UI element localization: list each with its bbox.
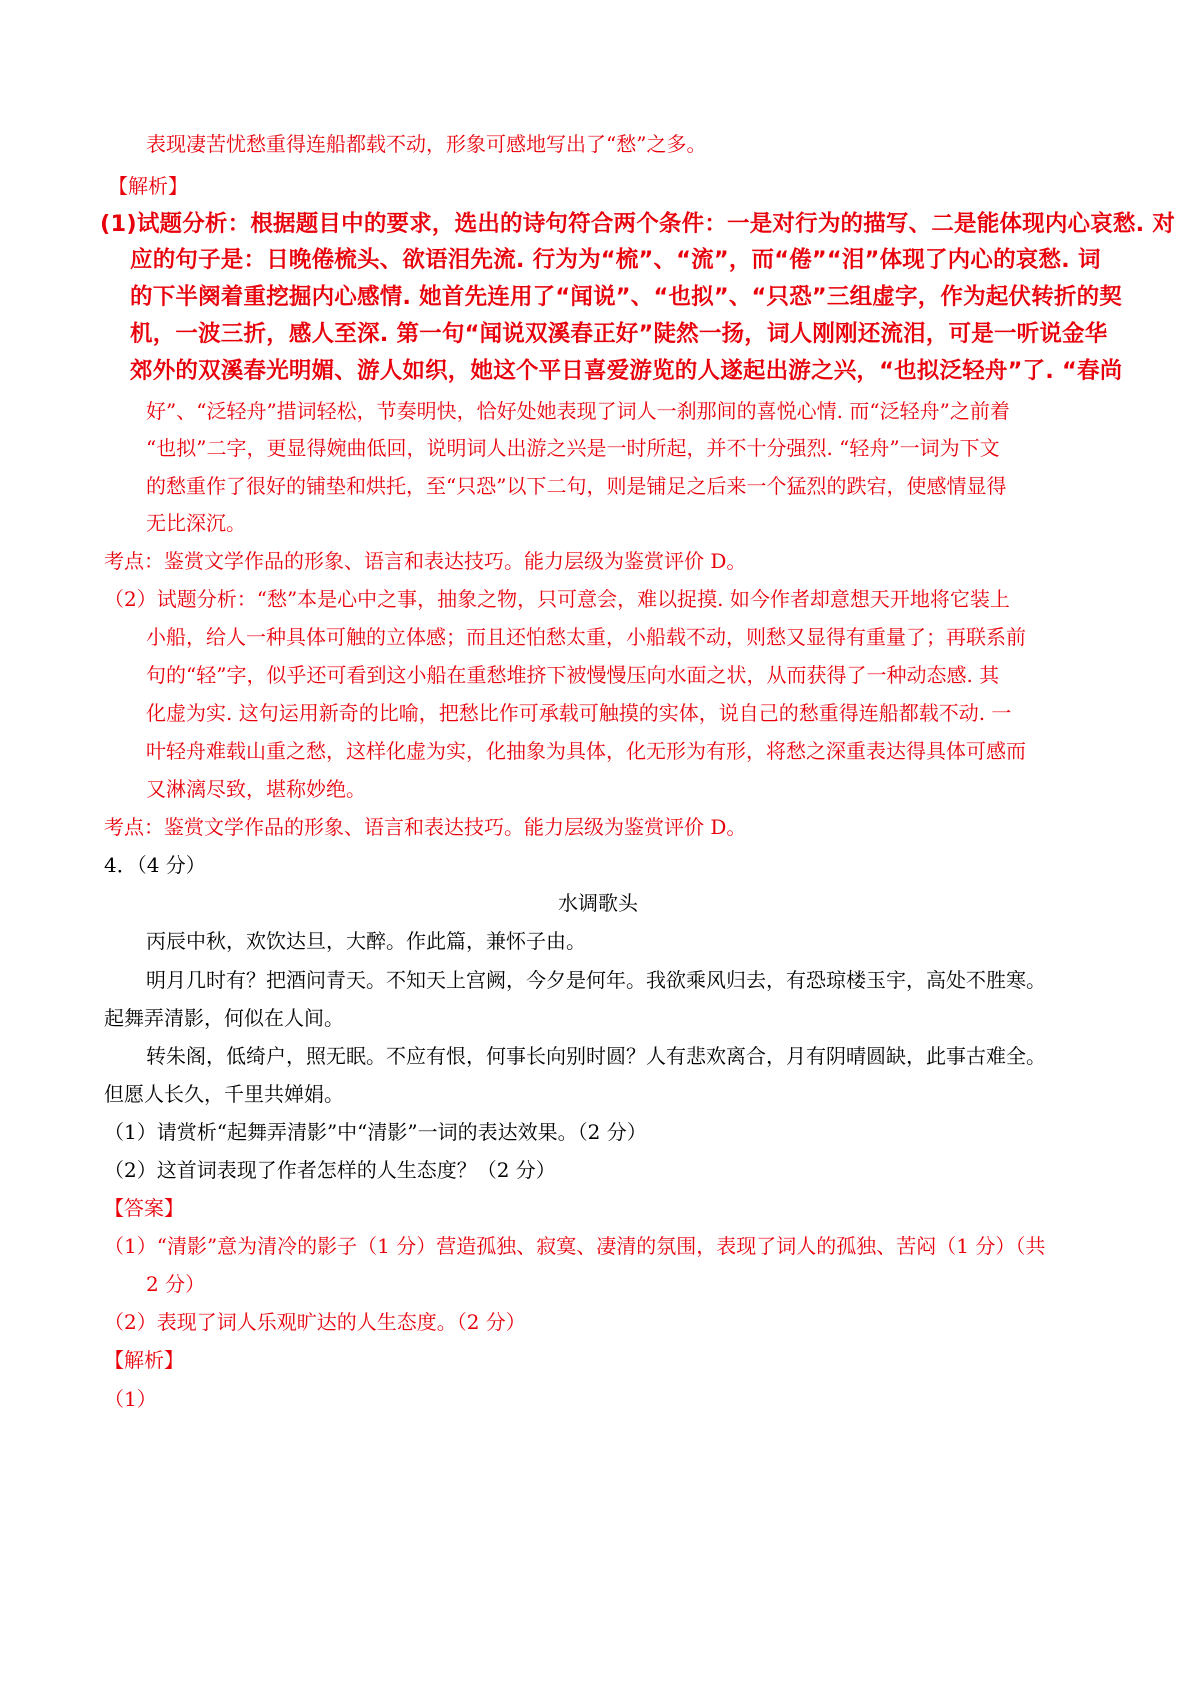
analysis-1-line: 的下半阕着重挖掘内心感情. 她首先连用了“闻说”、“也拟”、“只恐”三组虚字，作为起伏转折的契 (130, 284, 1123, 310)
analysis-1-line: (1)试题分析：根据题目中的要求，选出的诗句符合两个条件：一是对行为的描写、二是能体现内心哀愁. 对 (100, 211, 1176, 237)
poem-line: 但愿人长久，千里共婵娟。 (104, 1082, 344, 1106)
poem-preface: 丙辰中秋，欢饮达旦，大醉。作此篇，兼怀子由。 (146, 929, 586, 953)
poem-line: 转朱阁，低绮户，照无眠。不应有恨，何事长向别时圆？人有悲欢离合，月有阴晴圆缺，此事古难全。 (146, 1044, 1046, 1068)
answer-label: 【答案】 (104, 1196, 184, 1220)
answer-1-line: 2 分） (146, 1272, 206, 1296)
analysis-1-line: 好”、“泛轻舟”措词轻松，节奏明快，恰好处她表现了词人一刹那间的喜悦心情. 而“泛轻舟”之前着 (146, 399, 1010, 423)
kaodian-2: 考点：鉴赏文学作品的形象、语言和表达技巧。能力层级为鉴赏评价 D。 (104, 815, 747, 839)
answer-tail-line: 表现凄苦忧愁重得连船都载不动，形象可感地写出了“愁”之多。 (146, 132, 707, 156)
analysis-2-line: 叶轻舟难载山重之愁，这样化虚为实，化抽象为具体，化无形为有形，将愁之深重表达得具体可感而 (146, 739, 1026, 763)
poem-line: 明月几时有？把酒问青天。不知天上宫阙，今夕是何年。我欲乘风归去，有恐琼楼玉宇，高处不胜寒。 (146, 968, 1046, 992)
analysis-2-line: （2）试题分析：“愁”本是心中之事，抽象之物，只可意会，难以捉摸. 如今作者却意想天开地将它装上 (104, 587, 1010, 611)
analysis-label: 【解析】 (108, 174, 188, 198)
analysis-1-line: 无比深沉。 (146, 511, 246, 535)
analysis-1-line: 郊外的双溪春光明媚、游人如织，她这个平日喜爱游览的人遂起出游之兴，“也拟泛轻舟”了. “春尚 (130, 358, 1123, 384)
kaodian-1: 考点：鉴赏文学作品的形象、语言和表达技巧。能力层级为鉴赏评价 D。 (104, 549, 747, 573)
analysis-label: 【解析】 (104, 1348, 184, 1372)
analysis-2-line: 化虚为实. 这句运用新奇的比喻，把愁比作可承载可触摸的实体，说自己的愁重得连船都载不动. 一 (146, 701, 1012, 725)
poem-title: 水调歌头 (558, 891, 638, 915)
analysis-1-line: 应的句子是：日晚倦梳头、欲语泪先流. 行为为“梳”、“流”，而“倦”“泪”体现了内心的哀愁. 词 (130, 247, 1101, 273)
answer-1-line: （1）“清影”意为清冷的影子（1 分）营造孤独、寂寞、凄清的氛围，表现了词人的孤独、苦闷（1 分）（共 (104, 1234, 1046, 1258)
analysis-start: （1） (104, 1387, 157, 1411)
analysis-1-line: 机，一波三折，感人至深. 第一句“闻说双溪春正好”陡然一扬，词人刚刚还流泪，可是一听说金华 (130, 321, 1108, 347)
analysis-2-line: 又淋漓尽致，堪称妙绝。 (146, 777, 366, 801)
analysis-1-line: 的愁重作了很好的铺垫和烘托，至“只恐”以下二句，则是铺足之后来一个猛烈的跌宕，使感情显得 (146, 474, 1007, 498)
answer-2: （2）表现了词人乐观旷达的人生态度。（2 分） (104, 1310, 526, 1334)
poem-line: 起舞弄清影，何似在人间。 (104, 1006, 344, 1030)
analysis-1-line: “也拟”二字，更显得婉曲低回，说明词人出游之兴是一时所起，并不十分强烈. “轻舟”一词为下文 (146, 436, 1000, 460)
sub-question-1: （1）请赏析“起舞弄清影”中“清影”一词的表达效果。（2 分） (104, 1120, 647, 1144)
question-number: 4．（4 分） (104, 853, 206, 877)
analysis-2-line: 小船，给人一种具体可触的立体感；而且还怕愁太重，小船载不动，则愁又显得有重量了；再联系前 (146, 625, 1026, 649)
sub-question-2: （2）这首词表现了作者怎样的人生态度？（2 分） (104, 1158, 556, 1182)
analysis-2-line: 句的“轻”字，似乎还可看到这小船在重愁堆挤下被慢慢压向水面之状，从而获得了一种动态感. 其 (146, 663, 1000, 687)
